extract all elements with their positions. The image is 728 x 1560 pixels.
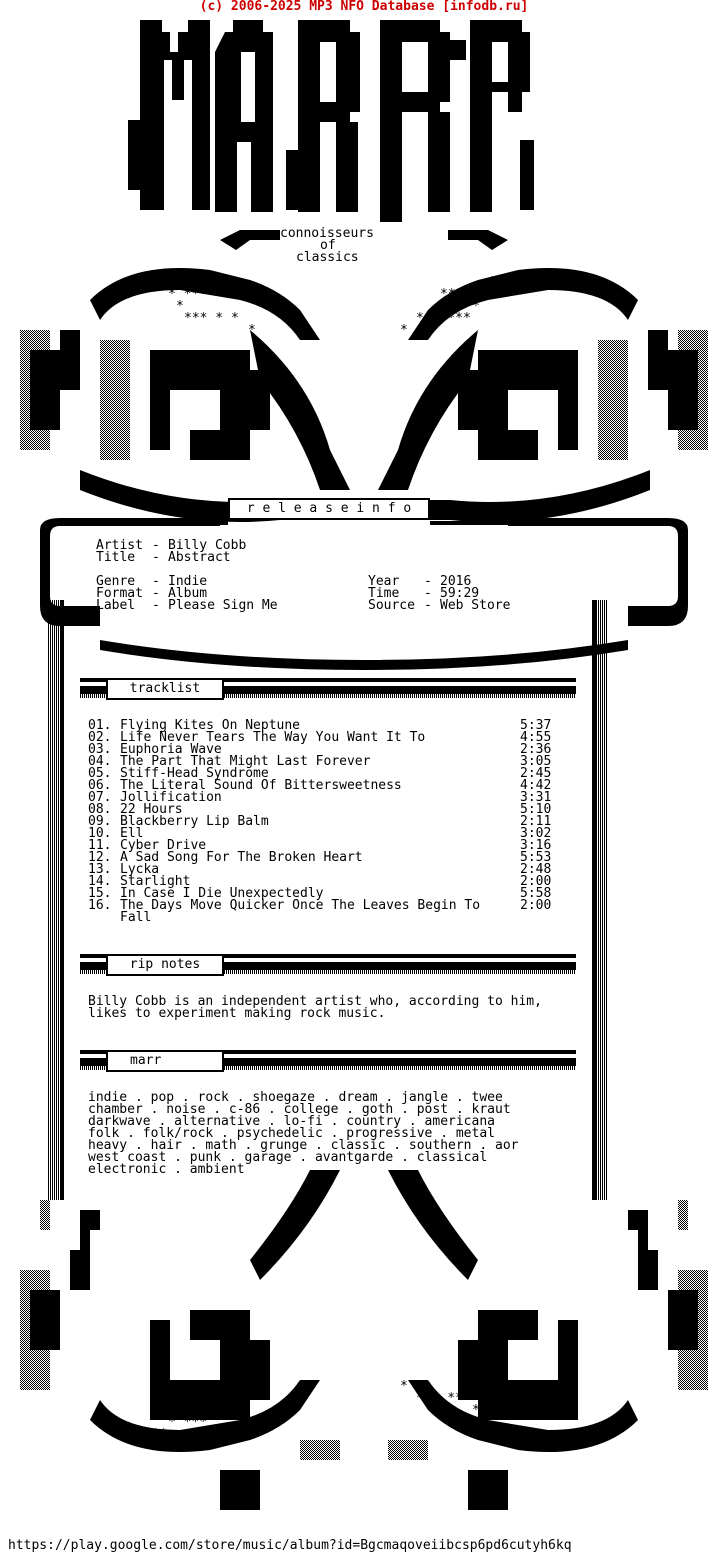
track-duration: 2:00 [520, 874, 552, 889]
tagline-line-1: connoisseurs [280, 226, 374, 241]
label-value: Please Sign Me [168, 598, 278, 613]
year-value: 2016 [440, 574, 472, 589]
tagline-line-2: of [320, 238, 336, 253]
format-value: Album [168, 586, 208, 601]
track-number: 15. [88, 886, 112, 901]
track-title: A Sad Song For The Broken Heart [120, 850, 363, 865]
svg-text:*** * *: *** * * [184, 1391, 239, 1406]
track-title: The Literal Sound Of Bittersweetness [120, 778, 402, 793]
track-duration: 3:02 [520, 826, 552, 841]
track-number: 01. [88, 718, 112, 733]
artist-value: Billy Cobb [168, 538, 247, 553]
track-duration: 4:55 [520, 730, 552, 745]
track-row-continuation [88, 912, 558, 924]
track-number: 10. [88, 826, 112, 841]
marr-genres-line-1: indie . pop . rock . shoegaze . dream . jangle . twee [88, 1090, 503, 1105]
svg-text:*: * [248, 323, 256, 338]
source-value: Web Store [440, 598, 511, 613]
svg-text:*: * [248, 1379, 256, 1394]
track-number: 02. [88, 730, 112, 745]
svg-text:*: * [472, 299, 480, 314]
track-title: The Days Move Quicker Once The Leaves Begin To [120, 898, 481, 913]
track-duration: 2:00 [520, 898, 552, 913]
track-title: The Part That Might Last Forever [120, 754, 371, 769]
track-number: 12. [88, 850, 112, 865]
label-sep: - [152, 598, 160, 613]
artist-sep: - [152, 538, 160, 553]
bottom-ornament [20, 1170, 708, 1510]
rip-notes-line-2: likes to experiment making rock music. [88, 1006, 386, 1021]
marr-heading [106, 1050, 224, 1072]
track-duration: 3:16 [520, 838, 552, 853]
marr-genres-line-2: chamber . noise . c-86 . college . goth . post . kraut [88, 1102, 511, 1117]
track-title: Stiff-Head Syndrome [120, 766, 269, 781]
track-title: Lycka [120, 862, 160, 877]
genre-sep: - [152, 574, 160, 589]
track-number: 03. [88, 742, 112, 757]
time-sep: - [424, 586, 432, 601]
marr-genres-line-4: folk . folk/rock . psychedelic . progressive . metal [88, 1126, 495, 1141]
track-title-continuation: Fall [120, 910, 152, 925]
title-label: Title [96, 550, 136, 565]
track-title: Flying Kites On Neptune [120, 718, 301, 733]
track-duration: 2:36 [520, 742, 552, 757]
track-title: Starlight [120, 874, 191, 889]
track-duration: 2:45 [520, 766, 552, 781]
svg-text:*: * [472, 1403, 480, 1418]
svg-text:*** * *: *** * * [184, 311, 239, 326]
svg-text:* * ***: * * *** [416, 311, 471, 326]
track-number: 07. [88, 790, 112, 805]
track-number: 13. [88, 862, 112, 877]
track-title: Cyber Drive [120, 838, 207, 853]
track-number: 09. [88, 814, 112, 829]
track-number: 06. [88, 778, 112, 793]
track-title: Ell [120, 826, 144, 841]
format-sep: - [152, 586, 160, 601]
track-duration: 4:42 [520, 778, 552, 793]
tracklist-heading: tracklist [106, 678, 224, 700]
artist-label: Artist [96, 538, 143, 553]
marr-logo [128, 20, 534, 222]
tagline-line-3: classics [296, 250, 359, 265]
copyright-line: (c) 2006-2025 MP3 NFO Database [infodb.ru] [199, 0, 529, 14]
track-duration: 5:10 [520, 802, 552, 817]
year-sep: - [424, 574, 432, 589]
time-value: 59:29 [440, 586, 480, 601]
year-label: Year [368, 574, 400, 589]
marr-genres-line-7: electronic . ambient [88, 1162, 245, 1177]
track-title: 22 Hours [120, 802, 183, 817]
svg-text:**: ** [488, 1427, 504, 1442]
svg-text:* * ***: * * *** [416, 1391, 471, 1406]
title-value: Abstract [168, 550, 231, 565]
marr-genres-line-3: darkwave . alternative . lo-fi . country . americana [88, 1114, 495, 1129]
rip-notes-line-1: Billy Cobb is an independent artist who, according to him, [88, 994, 542, 1009]
genre-value: Indie [168, 574, 208, 589]
genre-label: Genre [96, 574, 136, 589]
track-duration: 3:05 [520, 754, 552, 769]
track-row [88, 900, 558, 912]
track-duration: 2:11 [520, 814, 552, 829]
svg-text:* ***: * *** [168, 287, 208, 302]
label-label: Label [96, 598, 136, 613]
track-number: 16. [88, 898, 112, 913]
top-ornament [20, 226, 708, 522]
release-info-heading: r e l e a s e i n f o [228, 498, 430, 520]
svg-text:*: * [400, 323, 408, 338]
track-title: Euphoria Wave [120, 742, 222, 757]
svg-text:**: ** [152, 1427, 168, 1442]
marr-genres-line-6: west coast . punk . garage . avantgarde . classical [88, 1150, 488, 1165]
track-duration: 5:58 [520, 886, 552, 901]
track-number: 04. [88, 754, 112, 769]
svg-text:*: * [176, 299, 184, 314]
track-number: 11. [88, 838, 112, 853]
track-duration: 5:37 [520, 718, 552, 733]
marr-genres-line-5: heavy . hair . math . grunge . classic . southern . aor [88, 1138, 519, 1153]
svg-text:* ***: * *** [168, 1415, 208, 1430]
track-title: In Case I Die Unexpectedly [120, 886, 324, 901]
track-title: Jollification [120, 790, 222, 805]
format-label: Format [96, 586, 143, 601]
track-title: Blackberry Lip Balm [120, 814, 269, 829]
track-duration: 5:53 [520, 850, 552, 865]
source-label: Source [368, 598, 415, 613]
svg-text:*** *: *** * [440, 1415, 480, 1430]
time-label: Time [368, 586, 400, 601]
album-url-link[interactable]: https://play.google.com/store/music/album?id=Bgcmaqoveiibcsp6pd6cutyh6kq [8, 1538, 572, 1553]
track-number: 14. [88, 874, 112, 889]
marr-heading-text: marr [130, 1053, 162, 1068]
track-duration: 2:48 [520, 862, 552, 877]
track-number: 08. [88, 802, 112, 817]
rip-notes-heading: rip notes [106, 954, 224, 976]
source-sep: - [424, 598, 432, 613]
svg-text:*: * [176, 1403, 184, 1418]
svg-text:**: ** [152, 275, 168, 290]
track-title: Life Never Tears The Way You Want It To [120, 730, 426, 745]
svg-text:*: * [400, 1379, 408, 1394]
title-sep: - [152, 550, 160, 565]
track-duration: 3:31 [520, 790, 552, 805]
svg-text:*** *: *** * [440, 287, 480, 302]
track-row [88, 816, 558, 828]
svg-text:**: ** [488, 275, 504, 290]
track-number: 05. [88, 766, 112, 781]
